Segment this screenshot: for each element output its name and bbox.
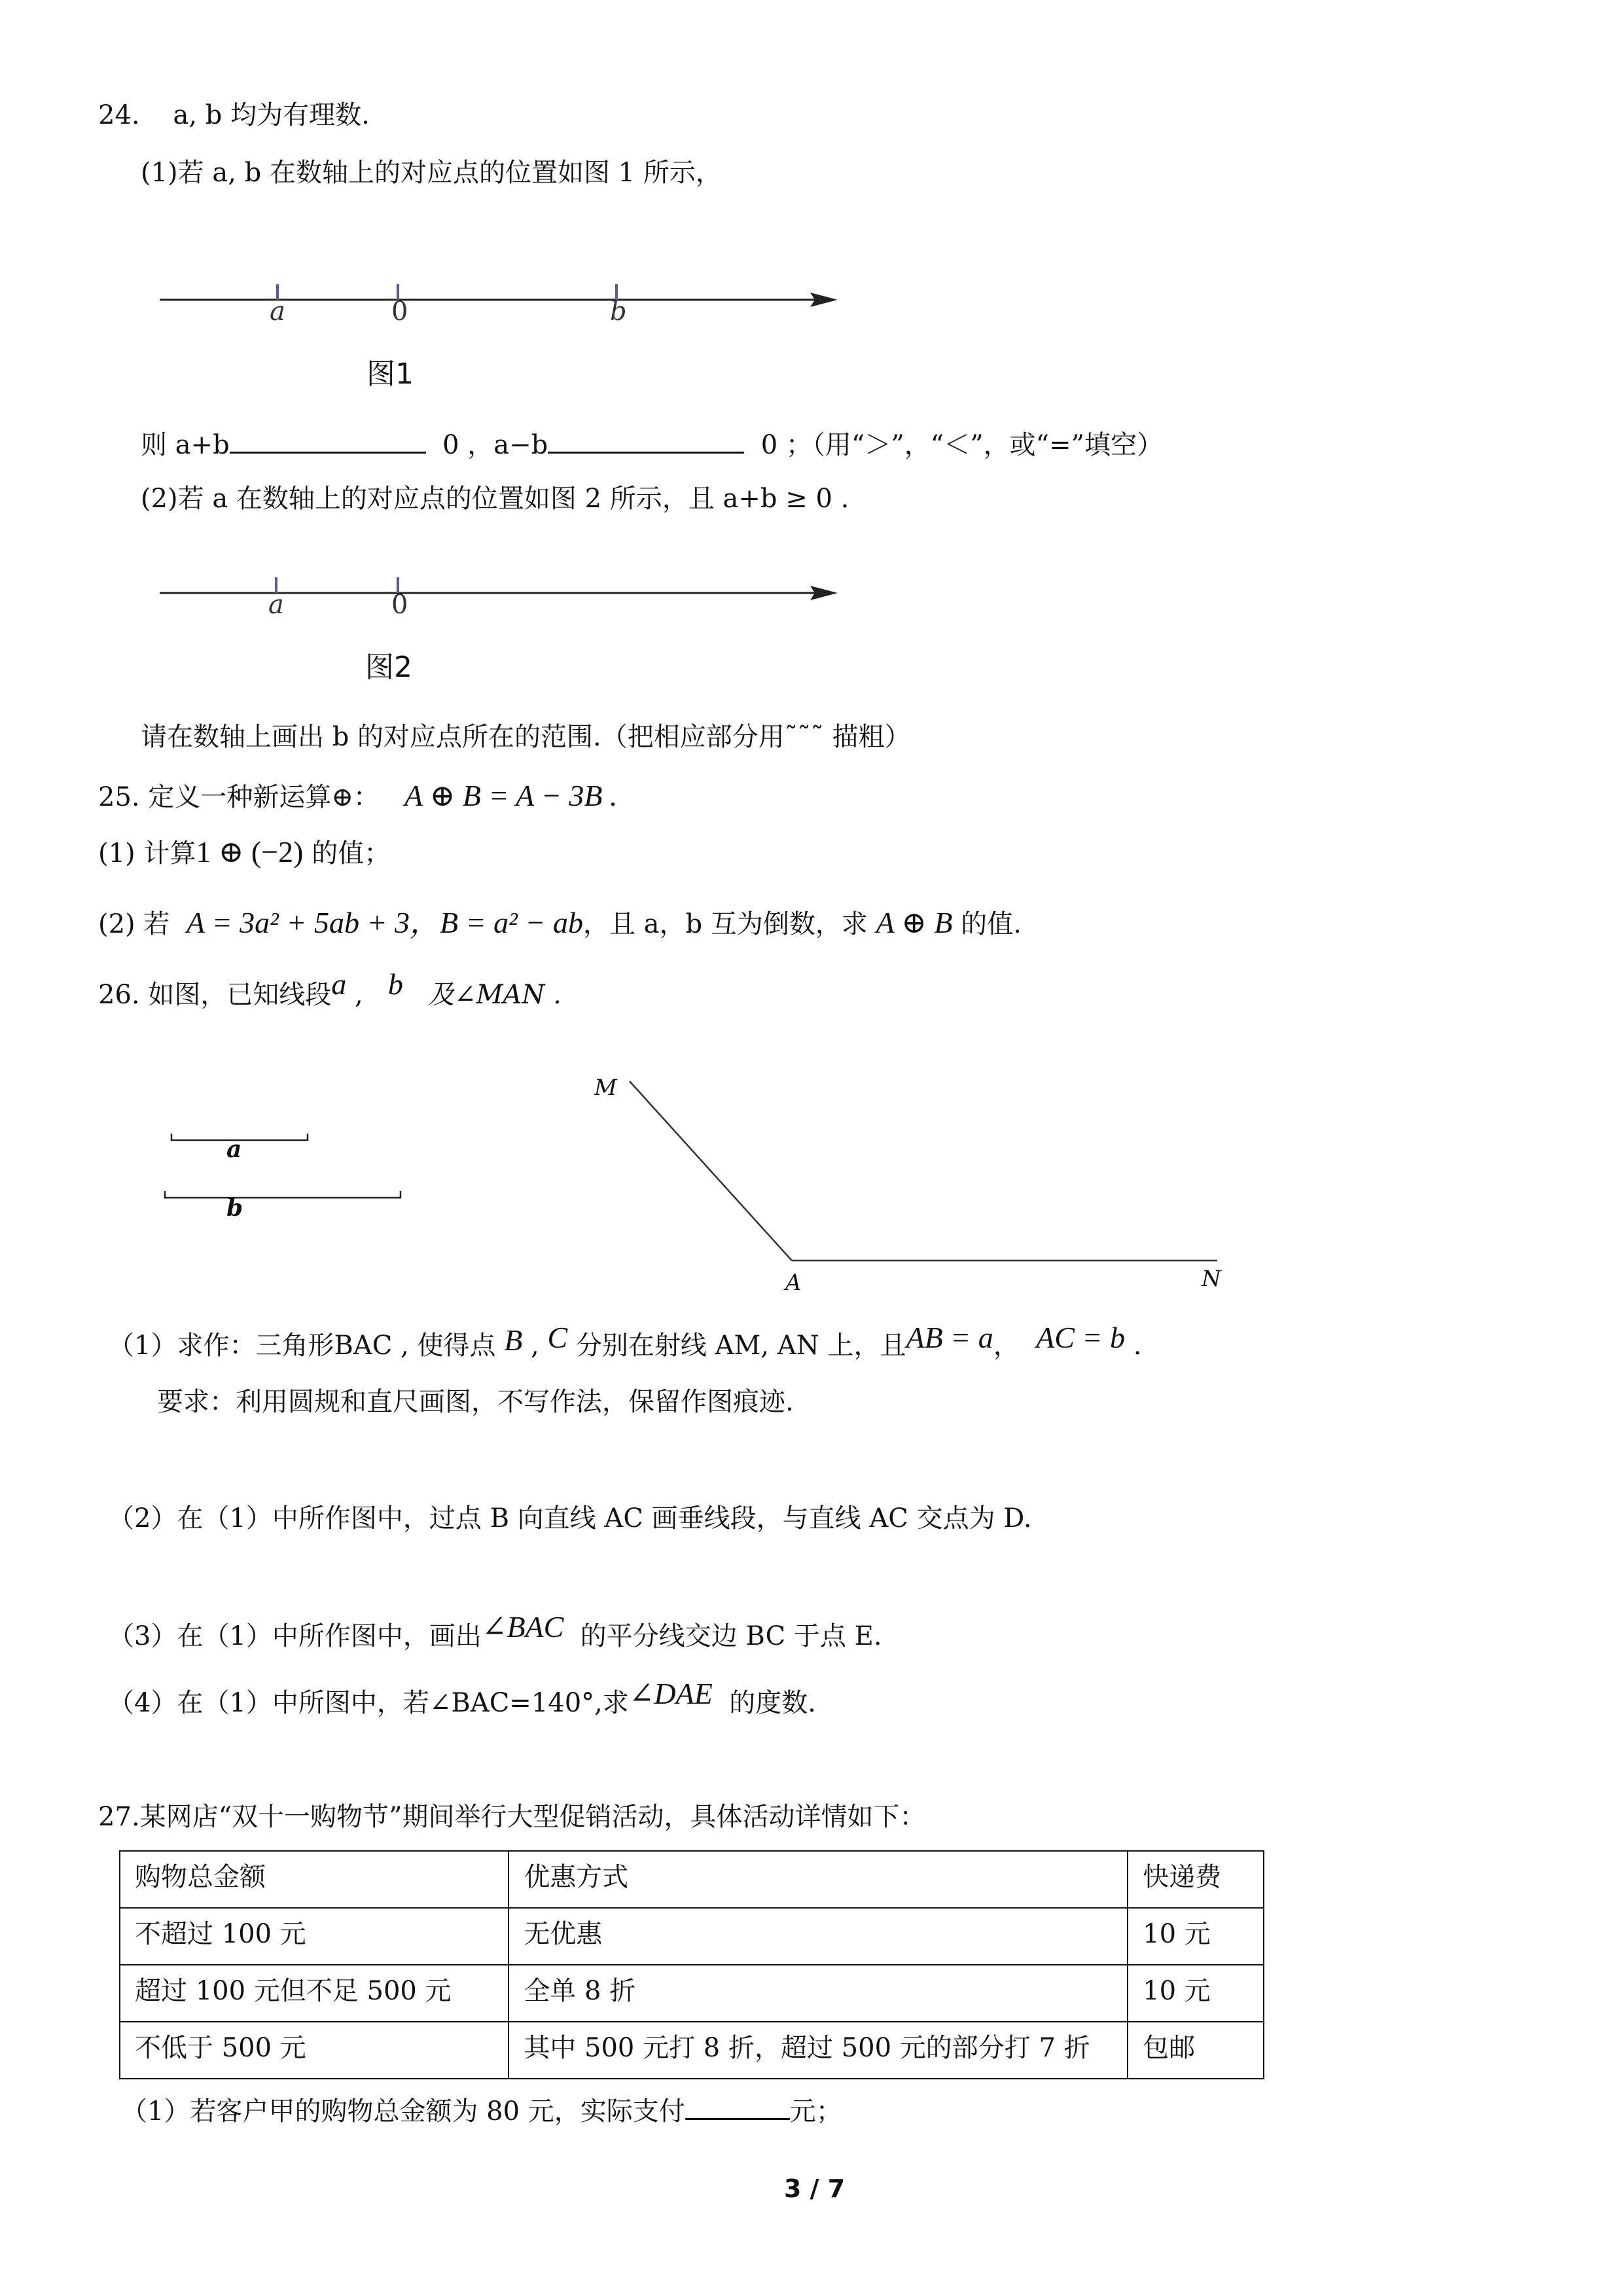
q26-part4-suffix: 的度数. xyxy=(729,1688,817,1718)
q27-part1-prefix: （1）若客户甲的购物总金额为 80 元，实际支付 xyxy=(121,2096,685,2126)
segment-a-label: a xyxy=(226,1136,242,1163)
table-cell: 不低于 500 元 xyxy=(120,2022,508,2079)
table-row xyxy=(120,1908,1264,1965)
table-cell: 10 元 xyxy=(1128,1965,1264,2022)
page-number: 3 / 7 xyxy=(784,2174,846,2203)
q25-part1 xyxy=(98,836,390,869)
q24-figure2-number-line xyxy=(157,568,851,634)
q26-part1-eq1: AB = a xyxy=(906,1321,993,1354)
angle-label-A: A xyxy=(785,1270,802,1296)
segment-b-label: b xyxy=(226,1194,243,1222)
table-header-cell: 购物总金额 xyxy=(120,1851,508,1908)
answer-blank-1[interactable] xyxy=(230,427,426,454)
fig1-label-0: 0 xyxy=(391,296,408,327)
q25-stem-prefix: 25. 定义一种新运算⊕： xyxy=(98,782,380,812)
q25-part1-suffix: 的值； xyxy=(312,838,391,869)
q26-stem: 26. 如图，已知线段a , b 及∠MAN . xyxy=(98,967,562,1010)
q26-stem-prefix: 26. 如图，已知线段 xyxy=(98,980,332,1010)
q24-stem xyxy=(98,99,370,131)
fig1-caption: 图1 xyxy=(366,357,414,391)
q24-fill-line xyxy=(141,427,1163,461)
fig2-caption: 图2 xyxy=(365,651,412,684)
fig1-label-b: b xyxy=(610,296,627,327)
q27-stem: 27.某网店“双十一购物节”期间举行大型促销活动，具体活动详情如下： xyxy=(98,1802,926,1832)
q26-part1-C: C xyxy=(547,1321,568,1354)
q26-part1: （1）求作：三角形BAC , 使得点 B , C 分别在射线 AM, AN 上，且AB = a， AC = b . xyxy=(108,1321,1142,1361)
q24-part1: (1)若 a, b 在数轴上的对应点的位置如图 1 所示， xyxy=(141,158,722,188)
q25-part2-prefix: (2) 若 xyxy=(98,909,170,939)
q26-part4-prefix: （4）在（1）中所图中，若∠BAC=140°,求 xyxy=(108,1688,629,1718)
q25-part2 xyxy=(98,907,1022,940)
q26-stem-suffix: 及∠MAN . xyxy=(428,980,562,1010)
q26-part1-B: B xyxy=(504,1323,523,1357)
table-cell: 10 元 xyxy=(1128,1908,1264,1965)
fig2-label-a: a xyxy=(268,590,284,620)
q25-part1-prefix: (1) 计算 xyxy=(98,838,196,869)
table-cell: 其中 500 元打 8 折，超过 500 元的部分打 7 折 xyxy=(508,2022,1128,2079)
q24-stem-text: a, b 均为有理数. xyxy=(173,100,370,130)
q24-part2: (2)若 a 在数轴上的对应点的位置如图 2 所示，且 a+b ≥ 0 . xyxy=(141,484,849,514)
q25-part2-suffix: 的值. xyxy=(961,909,1022,939)
table-cell: 包邮 xyxy=(1128,2022,1264,2079)
q26-part3-suffix: 的平分线交边 BC 于点 E. xyxy=(580,1621,882,1651)
angle-label-M: M xyxy=(594,1075,617,1101)
q26-angle-MAN-figure xyxy=(589,1067,1243,1296)
q26-part1-mid: 分别在射线 AM, AN 上，且 xyxy=(575,1331,906,1361)
fill-zero-1: 0 ，a−b xyxy=(442,430,548,460)
q25-part2-formula2: A ⊕ B xyxy=(876,906,953,939)
promotion-table xyxy=(119,1850,1264,2079)
fig2-label-0: 0 xyxy=(391,590,408,620)
q26-part1-requirement: 要求：利用圆规和直尺画图，不写作法，保留作图痕迹. xyxy=(157,1387,794,1417)
q26-part2: （2）在（1）中所作图中，过点 B 向直线 AC 画垂线段，与直线 AC 交点为 D. xyxy=(108,1503,1032,1534)
q25-operation-formula: A ⊕ B = A − 3B . xyxy=(404,779,618,812)
table-header-cell: 优惠方式 xyxy=(508,1851,1128,1908)
q26-stem-b: b xyxy=(387,967,403,1001)
table-row xyxy=(120,2022,1264,2079)
q27-part1-suffix: 元； xyxy=(789,2096,842,2126)
q26-segments-figure xyxy=(157,1119,419,1237)
q25-part2-mid: ，且 a，b 互为倒数，求 xyxy=(582,909,868,939)
q25-part2-formula: A = 3a² + 5ab + 3，B = a² − ab xyxy=(186,906,583,939)
fill-a-plus-b: 则 a+b xyxy=(141,430,230,460)
q26-part3-prefix: （3）在（1）中所作图中，画出 xyxy=(108,1621,482,1651)
fig1-label-a: a xyxy=(270,296,285,327)
q24-number: 24. xyxy=(98,100,140,130)
answer-blank-2[interactable] xyxy=(548,427,744,454)
q26-part3-angle: ∠BAC xyxy=(481,1610,564,1643)
q26-stem-a: a xyxy=(331,967,347,1001)
q24-instruction: 请在数轴上画出 b 的对应点所在的范围.（把相应部分用˜˜˜ 描粗） xyxy=(141,722,911,752)
fill-zero-2: 0 ；（用“＞”，“＜”，或“=”填空） xyxy=(760,430,1164,460)
q27-part1 xyxy=(121,2093,842,2127)
table-cell: 不超过 100 元 xyxy=(120,1908,508,1965)
angle-label-N: N xyxy=(1202,1266,1221,1292)
q25-part1-formula: 1 ⊕ (−2) xyxy=(196,835,304,869)
q26-part4 xyxy=(108,1677,817,1719)
table-cell: 无优惠 xyxy=(508,1908,1128,1965)
q24-figure1-number-line xyxy=(157,275,851,353)
q26-part1-prefix: （1）求作：三角形BAC , 使得点 xyxy=(108,1331,496,1361)
q26-part3 xyxy=(108,1610,882,1652)
table-header-cell: 快递费 xyxy=(1128,1851,1264,1908)
answer-blank-3[interactable] xyxy=(685,2093,790,2120)
table-row xyxy=(120,1965,1264,2022)
table-cell: 超过 100 元但不足 500 元 xyxy=(120,1965,508,2022)
table-cell: 全单 8 折 xyxy=(508,1965,1128,2022)
q25-stem xyxy=(98,780,618,813)
table-header-row xyxy=(120,1851,1264,1908)
q26-part4-angle: ∠DAE xyxy=(628,1677,713,1710)
q26-part1-eq2: AC = b xyxy=(1036,1321,1125,1354)
